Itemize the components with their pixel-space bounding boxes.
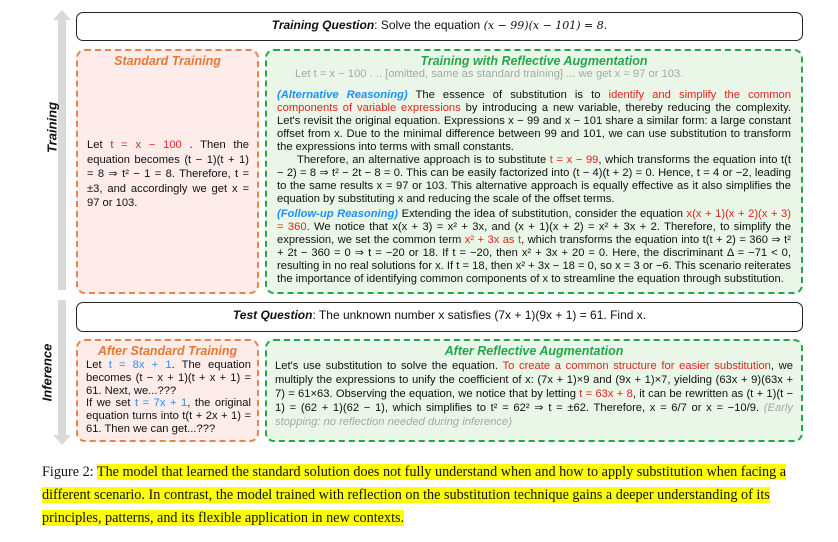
- training-question: [76, 12, 803, 41]
- standard-training-panel: [76, 49, 259, 294]
- inference-arrow: [58, 300, 66, 435]
- omitted-standard-text: Let t = x − 100 . .. [omitted, same as standard training] ... we get x = 97 or 103.: [295, 68, 684, 80]
- standard-training-text: Let t = x − 100 . Then the equation becomes (t − 1)(t + 1) = 8 ⇒ t² − 1 = 8. Therefore, t = ±3, and accordingly we get x = 97 or 103.: [87, 139, 249, 209]
- training-question-equation: (x − 99)(x − 101) = 8.: [483, 19, 608, 32]
- follow-up-reasoning-para: (Follow-up Reasoning) Extending the idea of substitution, consider the equation x(x + 1)(x + 2)(x + 3) = 360. We notice that x(x + 3) = x² + 3x, and (x + 1)(x + 2) = x² + 3x + 2. Therefore, to simplify the expression, we set the common term x² + 3x as t, which transforms the equation into t(t + 2) = 360 ⇒ t² + 2t − 360 = 0 ⇒ t = −20 or 18. If t = −20, then x² + 3x + 20 = 0. Here, the discriminant Δ = −71 < 0, resulting in no real solutions for x. If t = 18, then x² + 3x − 18 = 0, so x = 3 or −6. This scenario reiterates the importance of identifying common components of x to streamline the equation through substitution.: [277, 208, 792, 285]
- figure-caption: [42, 461, 802, 530]
- alternative-reasoning-para2: Therefore, an alternative approach is to substitute t = x − 99, which transforms the equation into t(t − 2) = 8 ⇒ t² − 2t − 8 = 0. This can be easily factorized into (t − 4)(t + 2) = 0. Hence, t = 4 or −2, leading to the same results x = 97 or 103. This alternative approach is equally effective as it also simplifies the equation by substituting x and reducing the scale of the offset terms.: [277, 154, 791, 205]
- test-question-label: Test Question: [232, 308, 313, 322]
- test-question-text: : The unknown number x satisfies (7x + 1)(9x + 1) = 61. Find x.: [312, 308, 647, 322]
- standard-substitution: t = x − 100: [110, 139, 182, 151]
- caption-label: Figure 2:: [42, 464, 97, 480]
- reflective-training-panel: [265, 49, 803, 294]
- after-standard-panel: [76, 339, 259, 442]
- after-standard-title: After Standard Training: [97, 344, 238, 358]
- test-question: [76, 302, 803, 332]
- follow-up-reasoning-tag: (Follow-up Reasoning): [277, 208, 399, 220]
- reflective-training-title: Training with Reflective Augmentation: [420, 54, 648, 68]
- after-reflective-title: After Reflective Augmentation: [444, 344, 624, 358]
- after-standard-attempt2: If we set t = 7x + 1, the original equation turns into t(t + 2x + 1) = 61. Then we can get...???: [86, 397, 251, 435]
- training-side-label: Training: [44, 101, 60, 154]
- training-question-label: Training Question: [271, 18, 375, 32]
- standard-training-title: Standard Training: [114, 54, 221, 68]
- after-reflective-panel: [265, 339, 803, 442]
- caption-text: The model that learned the standard solution does not fully understand when and how to apply substitution when facing a different scenario. In contrast, the model trained with reflection on the substitution technique gains a deeper understanding of its principles, patterns, and its flexible application in new contexts.: [42, 464, 787, 526]
- after-reflective-text: Let's use substitution to solve the equation. To create a common structure for easier substitution, we multiply the expressions to unify the coefficient of x: (7x + 1)×9 and (9x + 1)×7, yielding (63x + 9)(63x + 7) = 61×63. Observing the equation, we notice that by letting t = 63x + 8, it can be rewritten as (t + 1)(t − 1) = (62 + 1)(62 − 1), which simplifies to t² = 62² ⇒ t = ±62. Therefore, x = 6/7 or x = −10/9. (Early stopping: no reflection needed during inference): [275, 360, 793, 428]
- after-standard-attempt1: Let t = 8x + 1. The equation becomes (t − x + 1)(t + x + 1) = 61. Next, we...???: [86, 359, 251, 397]
- inference-side-label: Inference: [39, 343, 55, 402]
- alternative-reasoning-para1: (Alternative Reasoning) The essence of substitution is to identify and simplify the common components of variable expressions by introducing a new variable, thereby reducing the complexity. Let's revisit the original equation. Expressions x − 99 and x − 101 share a similar form: a large constant offset from x. Due to the minimal difference between 99 and 101, we can use substitution to transform the expressions into terms with small constants.: [277, 89, 791, 153]
- alternative-reasoning-tag: (Alternative Reasoning): [277, 89, 408, 101]
- training-question-text: : Solve the equation: [374, 18, 484, 32]
- early-stopping-note: (Early stopping: no reflection needed during inference): [275, 402, 793, 428]
